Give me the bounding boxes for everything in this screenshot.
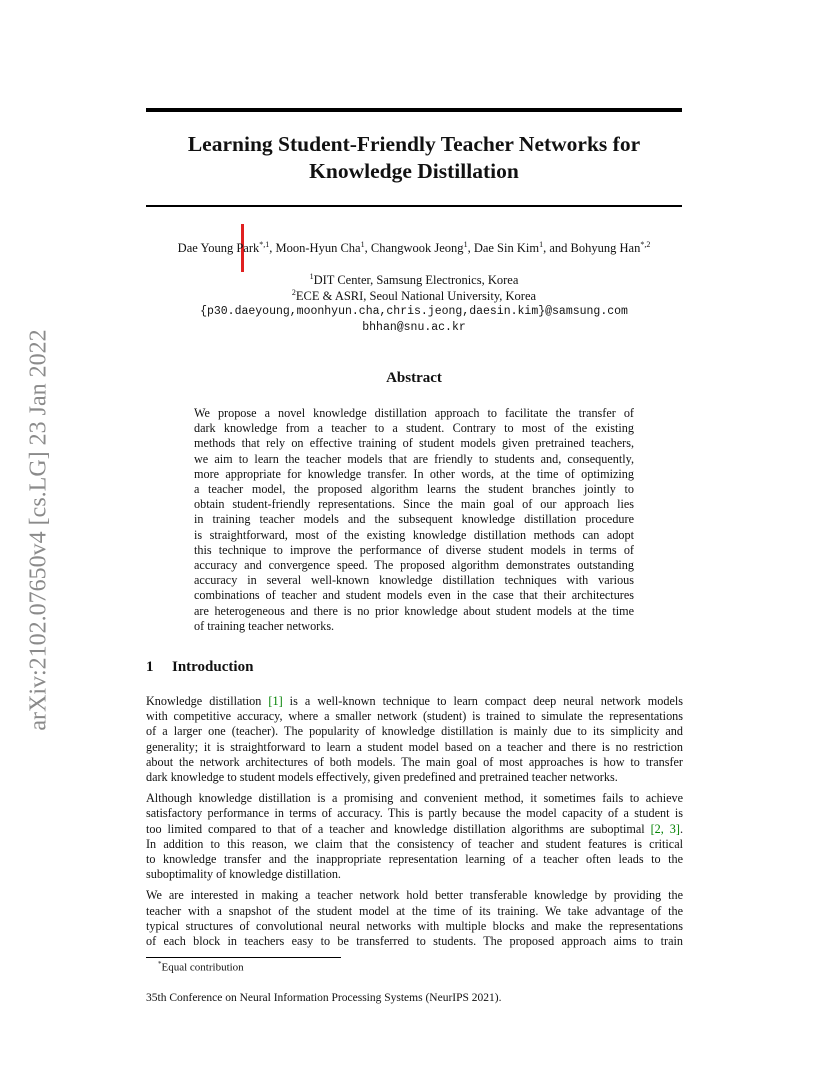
footnote bbox=[158, 960, 244, 974]
paragraph-line: typical structures of convolutional neural networks with multiple blocks and make the representations bbox=[146, 918, 683, 933]
author-name: Bohyung Han bbox=[570, 241, 641, 255]
title-top-rule bbox=[146, 108, 682, 112]
abstract-line: combinations of teacher and student models even in the case that their architectures bbox=[194, 588, 634, 603]
paragraph-3 bbox=[146, 888, 683, 949]
author-name: Dae Sin Kim bbox=[473, 241, 540, 255]
author-superscript: *,2 bbox=[640, 239, 651, 249]
affiliation-superscript: 1 bbox=[309, 271, 314, 281]
title-bottom-rule bbox=[146, 205, 682, 207]
abstract-line: methods that rely on effective training of student models given pretrained teachers, bbox=[194, 436, 634, 451]
paragraph-line bbox=[146, 694, 683, 709]
abstract-line: accuracy and convergence speed. The proposed algorithm demonstrates outstanding bbox=[194, 558, 634, 573]
abstract-line: We propose a novel knowledge distillation approach to facilitate the transfer of bbox=[194, 406, 634, 420]
paragraph-line: teacher with a snapshot of the student model at the time of its training. We take advantage of the bbox=[146, 903, 683, 918]
abstract-line: are heterogeneous and there is no prior knowledge about student models at the time bbox=[194, 603, 634, 618]
author-superscript: 1 bbox=[360, 239, 365, 249]
author-name: Dae Young Park bbox=[177, 241, 260, 255]
section-number: 1 bbox=[146, 659, 154, 675]
paper-title bbox=[146, 131, 682, 185]
affiliation-text: ECE & ASRI, Seoul National University, Korea bbox=[295, 289, 537, 303]
abstract-line: in training teacher models and the subsequent knowledge distillation procedure bbox=[194, 512, 634, 527]
title-line-1: Learning Student-Friendly Teacher Networks for bbox=[187, 132, 641, 156]
abstract-line: is straightforward, most of the existing knowledge distillation methods can adopt bbox=[194, 527, 634, 542]
abstract-line: this technique to improve the performance of diverse student models in terms of bbox=[194, 542, 634, 557]
author-separator: , bbox=[467, 241, 474, 255]
abstract-line: obtain student-friendly representations. Since the main goal of our approach lies bbox=[194, 497, 634, 512]
abstract-line: dark knowledge from a teacher to a student. Contrary to most of the existing bbox=[194, 421, 634, 436]
abstract-line: a teacher model, the proposed algorithm learns the student branches jointly to bbox=[194, 482, 634, 497]
paragraph-line: about the network architectures of both models. The main goal of most approaches is how to transfer bbox=[146, 754, 683, 769]
text-span: too limited compared to that of a teacher and knowledge distillation algorithms are suboptimal bbox=[146, 821, 651, 836]
paragraph-2 bbox=[146, 791, 683, 882]
email-line-1: {p30.daeyoung,moonhyun.cha,chris.jeong,daesin.kim}@samsung.com bbox=[200, 305, 628, 318]
author-name: Changwook Jeong bbox=[370, 241, 464, 255]
paragraph-line bbox=[146, 822, 683, 837]
abstract-heading: Abstract bbox=[386, 370, 442, 386]
text-span: is a well-known technique to learn compact deep neural network models bbox=[282, 694, 683, 708]
paragraph-line: dark knowledge to student models effectively, given predefined and pretrained teacher networks. bbox=[146, 770, 618, 785]
author-list bbox=[100, 241, 728, 256]
author-separator: , and bbox=[543, 241, 571, 255]
section-heading-introduction bbox=[146, 659, 253, 676]
author-name: Moon-Hyun Cha bbox=[275, 241, 361, 255]
author-separator: , bbox=[269, 241, 276, 255]
arxiv-identifier-text: arXiv:2102.07650v4 [cs.LG] 23 Jan 2022 bbox=[25, 329, 52, 731]
affiliation-line bbox=[146, 272, 682, 288]
email-line-2: bhhan@snu.ac.kr bbox=[362, 321, 466, 334]
footnote-mark: * bbox=[158, 960, 162, 968]
footnote-text: Equal contribution bbox=[161, 961, 244, 974]
author-superscript: 1 bbox=[463, 239, 468, 249]
paragraph-line: to knowledge transfer and the inappropriate representation learning of a teacher often leads to the bbox=[146, 852, 683, 867]
paragraph-line: Although knowledge distillation is a promising and convenient method, it sometimes fails to achieve bbox=[146, 791, 683, 806]
affiliation-superscript: 2 bbox=[291, 287, 296, 297]
text-span: . bbox=[679, 821, 683, 836]
paragraph-line: satisfactory performance in terms of accuracy. This is partly because the model capacity of a student is bbox=[146, 806, 683, 821]
footnote-rule bbox=[146, 957, 341, 958]
author-separator: , bbox=[364, 241, 371, 255]
affiliations bbox=[146, 272, 682, 336]
abstract-line: we aim to learn the teacher models that are friendly to students and, consequently, bbox=[194, 451, 634, 466]
paragraph-1 bbox=[146, 694, 683, 785]
conference-note: 35th Conference on Neural Information Processing Systems (NeurIPS 2021). bbox=[146, 992, 502, 1004]
author-superscript: *,1 bbox=[259, 239, 270, 249]
affiliation-text: DIT Center, Samsung Electronics, Korea bbox=[313, 273, 519, 287]
title-line-2: Knowledge Distillation bbox=[309, 159, 519, 183]
paragraph-line: generality; it is straightforward to learn a student model based on a teacher and there is no restriction bbox=[146, 739, 683, 754]
introduction-body bbox=[146, 694, 683, 955]
author-superscript: 1 bbox=[539, 239, 544, 249]
citation-link[interactable]: [2, 3] bbox=[650, 821, 680, 836]
abstract-body bbox=[194, 406, 634, 634]
paragraph-line: of a larger one (teacher). The popularity of knowledge distillation is mainly due to its simplicity and bbox=[146, 724, 683, 739]
citation-link[interactable]: [1] bbox=[268, 694, 283, 708]
section-title: Introduction bbox=[172, 659, 254, 675]
paragraph-line: suboptimality of knowledge distillation. bbox=[146, 867, 341, 882]
abstract-line: accuracy in several well-known knowledge distillation techniques with various bbox=[194, 573, 634, 588]
paragraph-line: of each block in teachers easy to be transferred to students. The proposed approach aims to train bbox=[146, 934, 683, 949]
text-span: Knowledge distillation bbox=[146, 694, 269, 708]
paragraph-line: with competitive accuracy, where a smaller network (student) is trained to simulate the representations bbox=[146, 709, 683, 724]
affiliation-line bbox=[146, 288, 682, 304]
paragraph-line: In addition to this reason, we claim that the consistency of teacher and student features is critical bbox=[146, 836, 683, 851]
abstract-line: of training teacher networks. bbox=[194, 618, 335, 633]
abstract-line: more appropriate for knowledge transfer. In other words, at the time of optimizing bbox=[194, 466, 634, 481]
paragraph-line: We are interested in making a teacher network hold better transferable knowledge by providing the bbox=[146, 888, 683, 903]
